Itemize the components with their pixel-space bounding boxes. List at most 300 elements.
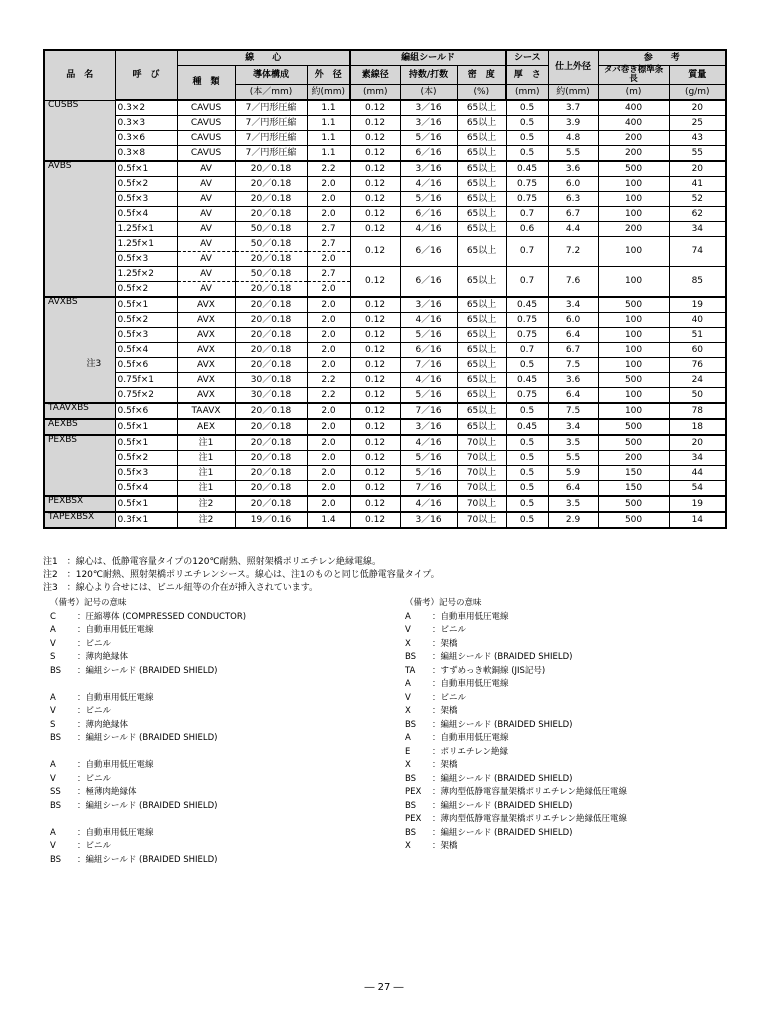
table-row <box>44 207 726 222</box>
cell-thick: 0.5 <box>506 435 548 451</box>
product-name: TAPEXBSX <box>44 512 115 528</box>
cell-wire: 0.12 <box>350 496 400 512</box>
legend-meaning: ：ビニル <box>77 773 112 784</box>
legend-meaning: ：自動車用低圧電線 <box>432 733 509 743</box>
cell-call <box>115 496 177 512</box>
legend-row <box>405 611 627 625</box>
legend-meaning: ：編組シールド (BRAIDED SHIELD) <box>77 665 218 676</box>
cell-reel: 100 <box>598 192 669 207</box>
cell-den: 65以上 <box>457 419 506 435</box>
cell-cond: 50／0.18 <box>235 222 307 237</box>
cell-type: AVX <box>177 328 235 343</box>
cell-den: 65以上 <box>457 177 506 192</box>
legend-row <box>405 813 627 827</box>
cell-den: 65以上 <box>457 116 506 131</box>
product-name: CUSBS <box>44 100 115 161</box>
legend-meaning: ：編組シールド (BRAIDED SHIELD) <box>432 827 573 838</box>
cell-od: 3.7 <box>548 100 598 116</box>
cell-wire: 0.12 <box>350 512 400 528</box>
legend-abbr: V <box>50 638 56 649</box>
unit-wire: (mm) <box>350 85 400 101</box>
cell-den: 65以上 <box>457 358 506 373</box>
cell-cod: 2.0 <box>307 496 350 512</box>
cell-cond: 20／0.18 <box>235 403 307 419</box>
cell-od: 6.3 <box>548 192 598 207</box>
cell-cod: 1.1 <box>307 131 350 146</box>
cell-thick: 0.5 <box>506 146 548 162</box>
cell-call-text: 0.75f×2 <box>117 389 154 400</box>
cell-od: 6.0 <box>548 177 598 192</box>
cell-type: 注1 <box>177 435 235 451</box>
cell-call <box>115 388 177 404</box>
cell-count: 6／16 <box>400 146 457 162</box>
table-header <box>44 50 726 100</box>
cell-reel: 100 <box>598 403 669 419</box>
legend-meaning: ：薄肉絶縁体 <box>77 652 129 662</box>
cell-od: 6.4 <box>548 328 598 343</box>
header-type: 種 類 <box>177 66 235 101</box>
table-row <box>44 177 726 192</box>
legend-meaning: ：薄肉型低静電容量架橋ポリエチレン絶縁低圧電線 <box>432 787 627 797</box>
unit-mass: (g/m) <box>669 85 726 101</box>
unit-core-od: 約(mm) <box>307 85 350 101</box>
cell-od: 4.4 <box>548 222 598 237</box>
legend-abbr: C <box>50 611 56 622</box>
cell-od: 3.9 <box>548 116 598 131</box>
cell-call-text: 0.5f×1 <box>117 498 149 509</box>
cell-count: 3／16 <box>400 419 457 435</box>
cell-den: 65以上 <box>457 192 506 207</box>
cell-thick: 0.5 <box>506 466 548 481</box>
table-row <box>44 116 726 131</box>
cell-den: 65以上 <box>457 100 506 116</box>
cell-thick: 0.5 <box>506 116 548 131</box>
cell-mass: 52 <box>669 192 726 207</box>
cell-thick: 0.5 <box>506 358 548 373</box>
legend-row <box>405 827 627 841</box>
cell-reel: 200 <box>598 222 669 237</box>
legend-row <box>405 624 627 638</box>
table-row <box>44 373 726 388</box>
cell-den: 65以上 <box>457 267 506 298</box>
cell-type: CAVUS <box>177 146 235 162</box>
table-row <box>44 435 726 451</box>
cell-thick: 0.5 <box>506 131 548 146</box>
cell-call <box>115 297 177 313</box>
legend-row <box>50 786 246 800</box>
cell-wire: 0.12 <box>350 358 400 373</box>
table-body <box>44 100 726 528</box>
cell-den: 65以上 <box>457 328 506 343</box>
notes <box>43 556 440 595</box>
cell-type: 注1 <box>177 466 235 481</box>
cell-reel: 150 <box>598 481 669 497</box>
cell-mass: 34 <box>669 222 726 237</box>
cell-cond: 30／0.18 <box>235 388 307 404</box>
header-count: 持数/打数 <box>400 66 457 85</box>
table-row <box>44 131 726 146</box>
legend-gap <box>50 813 246 827</box>
cell-cod: 2.0 <box>307 192 350 207</box>
cell-call-text: 0.3f×1 <box>117 514 149 525</box>
legend-meaning: ：ビニル <box>432 692 467 703</box>
cell-count: 4／16 <box>400 313 457 328</box>
cell-cond: 7／円形圧縮 <box>235 100 307 116</box>
cell-cod: 2.0 <box>307 297 350 313</box>
legend-abbr: A <box>50 827 56 838</box>
cell-reel: 100 <box>598 237 669 267</box>
cable-spec-table <box>43 49 727 529</box>
legend-abbr: A <box>405 733 411 743</box>
table-row <box>44 388 726 404</box>
table-row <box>44 237 726 252</box>
product-name: AVBS <box>44 161 115 297</box>
cell-cod: 2.0 <box>307 481 350 497</box>
legend-abbr: A <box>50 692 56 703</box>
cell-od: 6.4 <box>548 481 598 497</box>
cell-mass: 78 <box>669 403 726 419</box>
table-row <box>44 328 726 343</box>
header-density: 密 度 <box>457 66 506 85</box>
legend-title: （備考）記号の意味 <box>50 598 127 608</box>
cell-type: AVX <box>177 388 235 404</box>
cell-mass: 20 <box>669 435 726 451</box>
header-core: 線 心 <box>177 50 350 66</box>
cell-mass: 18 <box>669 419 726 435</box>
table-row <box>44 343 726 358</box>
legend-meaning: ：薄肉型低静電容量架橋ポリエチレン絶縁低圧電線 <box>432 814 627 824</box>
cell-od: 5.5 <box>548 146 598 162</box>
legend-abbr: PEX <box>405 814 422 824</box>
cell-mass: 20 <box>669 100 726 116</box>
cell-reel: 500 <box>598 512 669 528</box>
cell-mass: 25 <box>669 116 726 131</box>
cell-cod: 2.2 <box>307 161 350 177</box>
cell-count: 6／16 <box>400 207 457 222</box>
cell-count: 7／16 <box>400 403 457 419</box>
legend-abbr: A <box>50 625 56 635</box>
cell-den: 70以上 <box>457 512 506 528</box>
unit-od: 約(mm) <box>548 85 598 101</box>
cell-od: 7.5 <box>548 358 598 373</box>
cell-mass: 54 <box>669 481 726 497</box>
cell-od: 3.6 <box>548 373 598 388</box>
cell-call-text: 0.5f×3 <box>117 467 149 478</box>
cell-wire: 0.12 <box>350 267 400 298</box>
cell-count: 3／16 <box>400 161 457 177</box>
legend-abbr: BS <box>50 800 62 811</box>
cell-thick: 0.5 <box>506 512 548 528</box>
cell-reel: 100 <box>598 328 669 343</box>
unit-count: (本) <box>400 85 457 101</box>
table-row <box>44 267 726 282</box>
cell-count: 7／16 <box>400 358 457 373</box>
table-row <box>44 161 726 177</box>
cell-mass: 43 <box>669 131 726 146</box>
cell-call-text: 0.5f×6 <box>117 359 149 370</box>
cell-cond: 20／0.18 <box>235 343 307 358</box>
cell-cod: 2.7 <box>307 267 350 282</box>
legend-row <box>405 705 627 719</box>
legend-row <box>405 746 627 760</box>
legend-abbr: PEX <box>405 787 422 797</box>
legend-abbr: A <box>405 679 411 689</box>
header-core-od: 外 径 <box>307 66 350 85</box>
cell-wire: 0.12 <box>350 116 400 131</box>
legend-right <box>405 597 627 854</box>
cell-thick: 0.45 <box>506 297 548 313</box>
header-mass: 質量 <box>669 66 726 85</box>
cell-call-text: 1.25f×1 <box>117 223 154 234</box>
cell-thick: 0.75 <box>506 313 548 328</box>
legend-row <box>50 651 246 665</box>
legend-meaning: ：自動車用低圧電線 <box>77 760 154 770</box>
cell-den: 65以上 <box>457 161 506 177</box>
cell-call <box>115 403 177 419</box>
cell-cond: 50／0.18 <box>235 267 307 282</box>
cell-wire: 0.12 <box>350 466 400 481</box>
cell-type: AVX <box>177 297 235 313</box>
legend-row <box>50 827 246 841</box>
cell-call <box>115 192 177 207</box>
table-row <box>44 512 726 528</box>
cell-count: 7／16 <box>400 481 457 497</box>
cell-mass: 76 <box>669 358 726 373</box>
cell-call-text: 0.75f×1 <box>117 374 154 385</box>
cell-type: 注2 <box>177 512 235 528</box>
legend-meaning: ：編組シールド (BRAIDED SHIELD) <box>432 773 573 784</box>
legend-meaning: ：ビニル <box>432 625 467 635</box>
cell-wire: 0.12 <box>350 328 400 343</box>
cell-cod: 2.0 <box>307 435 350 451</box>
table-row <box>44 496 726 512</box>
cell-cond: 20／0.18 <box>235 481 307 497</box>
cell-count: 3／16 <box>400 116 457 131</box>
cell-call <box>115 512 177 528</box>
cell-od: 2.9 <box>548 512 598 528</box>
header-sheath: シース <box>506 50 548 66</box>
cell-cod: 2.0 <box>307 328 350 343</box>
note-1: 注1 ：線心は、低静電容量タイプの120℃耐熱、照射架橋ポリエチレン絶縁電線。 <box>43 557 381 567</box>
cell-mass: 62 <box>669 207 726 222</box>
cell-thick: 0.7 <box>506 237 548 267</box>
cell-type: 注1 <box>177 481 235 497</box>
cell-reel: 100 <box>598 313 669 328</box>
cell-mass: 60 <box>669 343 726 358</box>
legend-meaning: ：編組シールド (BRAIDED SHIELD) <box>77 733 218 743</box>
legend-meaning: ：ポリエチレン絶縁 <box>432 746 508 757</box>
cell-cond: 20／0.18 <box>235 161 307 177</box>
cell-reel: 150 <box>598 466 669 481</box>
cell-reel: 200 <box>598 131 669 146</box>
legend-title: （備考）記号の意味 <box>405 598 482 608</box>
table-row <box>44 419 726 435</box>
cell-mass: 51 <box>669 328 726 343</box>
table-row <box>44 358 726 373</box>
cell-od: 7.5 <box>548 403 598 419</box>
legend-meaning: ：編組シールド (BRAIDED SHIELD) <box>77 800 218 811</box>
legend-row <box>405 732 627 746</box>
cell-wire: 0.12 <box>350 192 400 207</box>
cell-call-text: 0.5f×4 <box>117 344 149 355</box>
legend-row <box>50 854 246 868</box>
cell-count: 4／16 <box>400 373 457 388</box>
cell-thick: 0.7 <box>506 267 548 298</box>
cell-call <box>115 313 177 328</box>
legend-gap <box>50 678 246 692</box>
legend-abbr: X <box>405 638 411 649</box>
legend-meaning: ：圧縮導体 (COMPRESSED CONDUCTOR) <box>77 611 247 622</box>
cell-count: 5／16 <box>400 328 457 343</box>
cell-call-text: 0.5f×1 <box>117 421 149 432</box>
cell-mass: 44 <box>669 466 726 481</box>
cell-cond: 20／0.18 <box>235 207 307 222</box>
legend-row <box>405 719 627 733</box>
cell-wire: 0.12 <box>350 207 400 222</box>
cell-type: 注2 <box>177 496 235 512</box>
cell-cond: 20／0.18 <box>235 466 307 481</box>
cell-type: CAVUS <box>177 131 235 146</box>
cell-den: 65以上 <box>457 222 506 237</box>
cell-reel: 100 <box>598 177 669 192</box>
cell-cod: 2.0 <box>307 343 350 358</box>
cell-wire: 0.12 <box>350 297 400 313</box>
legend-abbr: TA <box>405 665 416 676</box>
product-name: PEXBSX <box>44 496 115 512</box>
legend-row <box>405 651 627 665</box>
cell-type: 注1 <box>177 451 235 466</box>
cell-mass: 14 <box>669 512 726 528</box>
cell-den: 70以上 <box>457 435 506 451</box>
legend-abbr: V <box>405 625 411 635</box>
cell-count: 3／16 <box>400 512 457 528</box>
product-name: TAAVXBS <box>44 403 115 419</box>
cell-count: 5／16 <box>400 388 457 404</box>
cell-call <box>115 328 177 343</box>
cell-cod: 2.7 <box>307 237 350 252</box>
cell-count: 5／16 <box>400 466 457 481</box>
legend-abbr: S <box>50 719 56 730</box>
cell-call <box>115 466 177 481</box>
legend-row <box>405 800 627 814</box>
legend-row <box>50 732 246 746</box>
cell-cod: 2.0 <box>307 207 350 222</box>
cell-od: 7.2 <box>548 237 598 267</box>
cell-den: 65以上 <box>457 207 506 222</box>
cell-call-text: 0.5f×2 <box>117 314 149 325</box>
legend-row <box>50 638 246 652</box>
cell-wire: 0.12 <box>350 343 400 358</box>
legend-meaning: ：ビニル <box>77 706 112 716</box>
cell-type: AV <box>177 252 235 267</box>
legend-meaning: ：すずめっき軟銅線 (JIS記号) <box>432 665 546 676</box>
cell-mass: 55 <box>669 146 726 162</box>
cell-thick: 0.45 <box>506 161 548 177</box>
cell-count: 6／16 <box>400 237 457 267</box>
legend-abbr: BS <box>405 827 417 838</box>
cell-od: 7.6 <box>548 267 598 298</box>
legend-meaning: ：架橋 <box>432 706 458 716</box>
cell-reel: 500 <box>598 161 669 177</box>
cell-od: 3.6 <box>548 161 598 177</box>
cell-cond: 7／円形圧縮 <box>235 116 307 131</box>
cell-reel: 200 <box>598 146 669 162</box>
cell-cond: 20／0.18 <box>235 435 307 451</box>
cell-wire: 0.12 <box>350 146 400 162</box>
unit-density: (%) <box>457 85 506 101</box>
legend-meaning: ：編組シールド (BRAIDED SHIELD) <box>432 800 573 811</box>
cell-od: 6.0 <box>548 313 598 328</box>
cell-thick: 0.5 <box>506 100 548 116</box>
cell-cod: 2.0 <box>307 177 350 192</box>
cell-den: 70以上 <box>457 466 506 481</box>
cell-od: 3.4 <box>548 297 598 313</box>
cell-count: 4／16 <box>400 177 457 192</box>
note-3: 注3 ：線心より合せには、ビニル紐等の介在が挿入されています。 <box>43 583 319 593</box>
cell-wire: 0.12 <box>350 177 400 192</box>
cell-call <box>115 116 177 131</box>
cell-mass: 41 <box>669 177 726 192</box>
cell-od: 3.5 <box>548 435 598 451</box>
spec-table-container <box>43 49 725 529</box>
cell-call-text: 0.5f×2 <box>117 178 149 189</box>
cell-call: 1.25f×2 <box>115 267 177 282</box>
cell-cond: 30／0.18 <box>235 373 307 388</box>
cell-wire: 0.12 <box>350 419 400 435</box>
legend-abbr: BS <box>50 665 62 676</box>
cell-cond: 20／0.18 <box>235 192 307 207</box>
table-row <box>44 481 726 497</box>
cell-reel: 100 <box>598 207 669 222</box>
cell-count: 4／16 <box>400 222 457 237</box>
cell-reel: 500 <box>598 435 669 451</box>
cell-mass: 85 <box>669 267 726 298</box>
cell-call-text: 0.3×6 <box>117 132 146 143</box>
cell-od: 3.5 <box>548 496 598 512</box>
cell-type: TAAVX <box>177 403 235 419</box>
cell-call <box>115 161 177 177</box>
cell-call <box>115 451 177 466</box>
cell-den: 65以上 <box>457 388 506 404</box>
legend-row <box>50 624 246 638</box>
legend-meaning: ：極薄肉絶縁体 <box>77 787 137 797</box>
cell-reel: 100 <box>598 343 669 358</box>
header-name: 品 名 <box>44 50 115 100</box>
cell-call-text: 0.5f×1 <box>117 299 149 310</box>
cell-call <box>115 146 177 162</box>
cell-call <box>115 100 177 116</box>
cell-reel: 200 <box>598 451 669 466</box>
header-wire: 素線径 <box>350 66 400 85</box>
cell-count: 5／16 <box>400 451 457 466</box>
cell-cond: 20／0.18 <box>235 358 307 373</box>
cell-cond: 50／0.18 <box>235 237 307 252</box>
cell-thick: 0.7 <box>506 207 548 222</box>
cell-wire: 0.12 <box>350 451 400 466</box>
legend-row <box>405 692 627 706</box>
cell-wire: 0.12 <box>350 237 400 267</box>
cell-mass: 24 <box>669 373 726 388</box>
cell-call-text: 0.3×3 <box>117 117 146 128</box>
legend-abbr: V <box>50 706 56 716</box>
legend-meaning: ：自動車用低圧電線 <box>77 692 154 703</box>
cell-wire: 0.12 <box>350 222 400 237</box>
legend-meaning: ：ビニル <box>77 638 112 649</box>
legend-abbr: A <box>50 760 56 770</box>
cell-mass: 20 <box>669 161 726 177</box>
unit-cond: (本／mm) <box>235 85 307 101</box>
cell-thick: 0.45 <box>506 373 548 388</box>
